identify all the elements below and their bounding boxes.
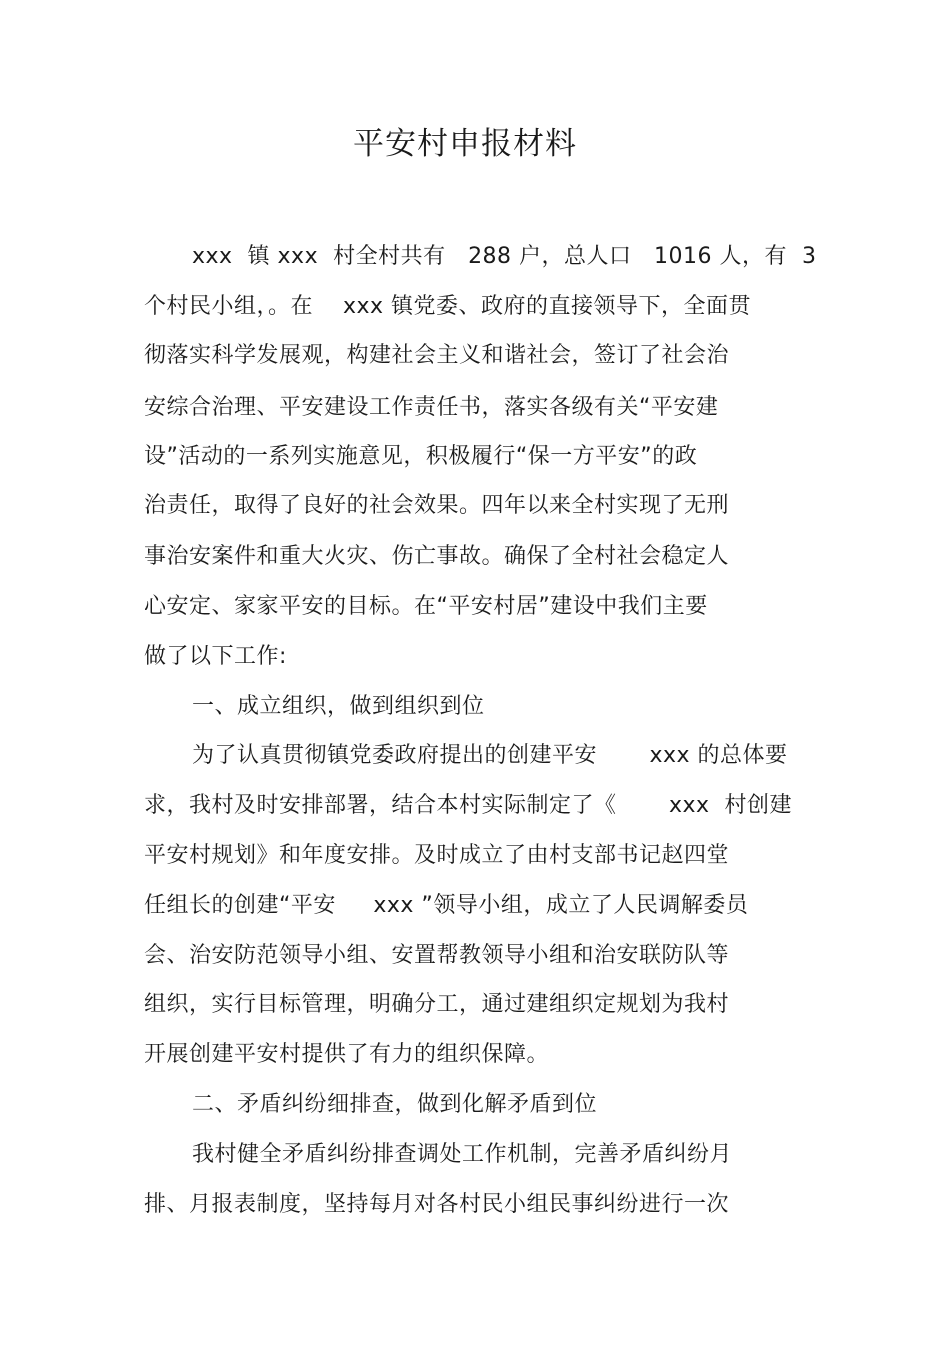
body-line-14: 会、治安防范领导小组、安置帮教领导小组和治安联防队等	[144, 943, 730, 968]
body-line-17: 我村健全矛盾纠纷排查调处工作机制，完善矛盾纠纷月	[192, 1142, 733, 1167]
body-line-2: 个村民小组，。在 xxx 镇党委、政府的直接领导下，全面贯	[144, 294, 752, 319]
document-title: 平安村申报材料	[353, 126, 577, 162]
body-line-10: 为了认真贯彻镇党委政府提出的创建平安 xxx 的总体要	[192, 743, 788, 768]
section-heading-1: 一、成立组织，做到组织到位	[192, 694, 485, 719]
body-line-15: 组织，实行目标管理，明确分工，通过建组织定规划为我村	[144, 992, 730, 1017]
body-line-4: 安综合治理、平安建设工作责任书，落实各级有关“平安建	[144, 395, 719, 420]
body-line-11: 求，我村及时安排部署，结合本村实际制定了《 xxx 村创建	[144, 793, 792, 818]
body-line-5: 设”活动的一系列实施意见，积极履行“保一方平安”的政	[144, 444, 698, 469]
body-line-6: 治责任，取得了良好的社会效果。四年以来全村实现了无刑	[144, 493, 730, 518]
body-line-9: 做了以下工作:	[144, 644, 287, 669]
body-line-1: xxx 镇 xxx 村全村共有 288 户，总人口 1016 人，有 3	[192, 244, 817, 269]
body-line-7: 事治安案件和重大火灾、伤亡事故。确保了全村社会稳定人	[144, 544, 730, 569]
body-line-12: 平安村规划》和年度安排。及时成立了由村支部书记赵四堂	[144, 843, 730, 868]
body-line-3: 彻落实科学发展观，构建社会主义和谐社会，签订了社会治	[144, 343, 730, 368]
body-line-8: 心安定、家家平安的目标。在“平安村居”建设中我们主要	[144, 594, 708, 619]
body-line-18: 排、月报表制度，坚持每月对各村民小组民事纠纷进行一次	[144, 1192, 730, 1217]
body-line-16: 开展创建平安村提供了有力的组织保障。	[144, 1042, 550, 1067]
body-line-13: 任组长的创建“平安 xxx ”领导小组，成立了人民调解委员	[144, 893, 749, 918]
section-heading-2: 二、矛盾纠纷细排查，做到化解矛盾到位	[192, 1092, 598, 1117]
